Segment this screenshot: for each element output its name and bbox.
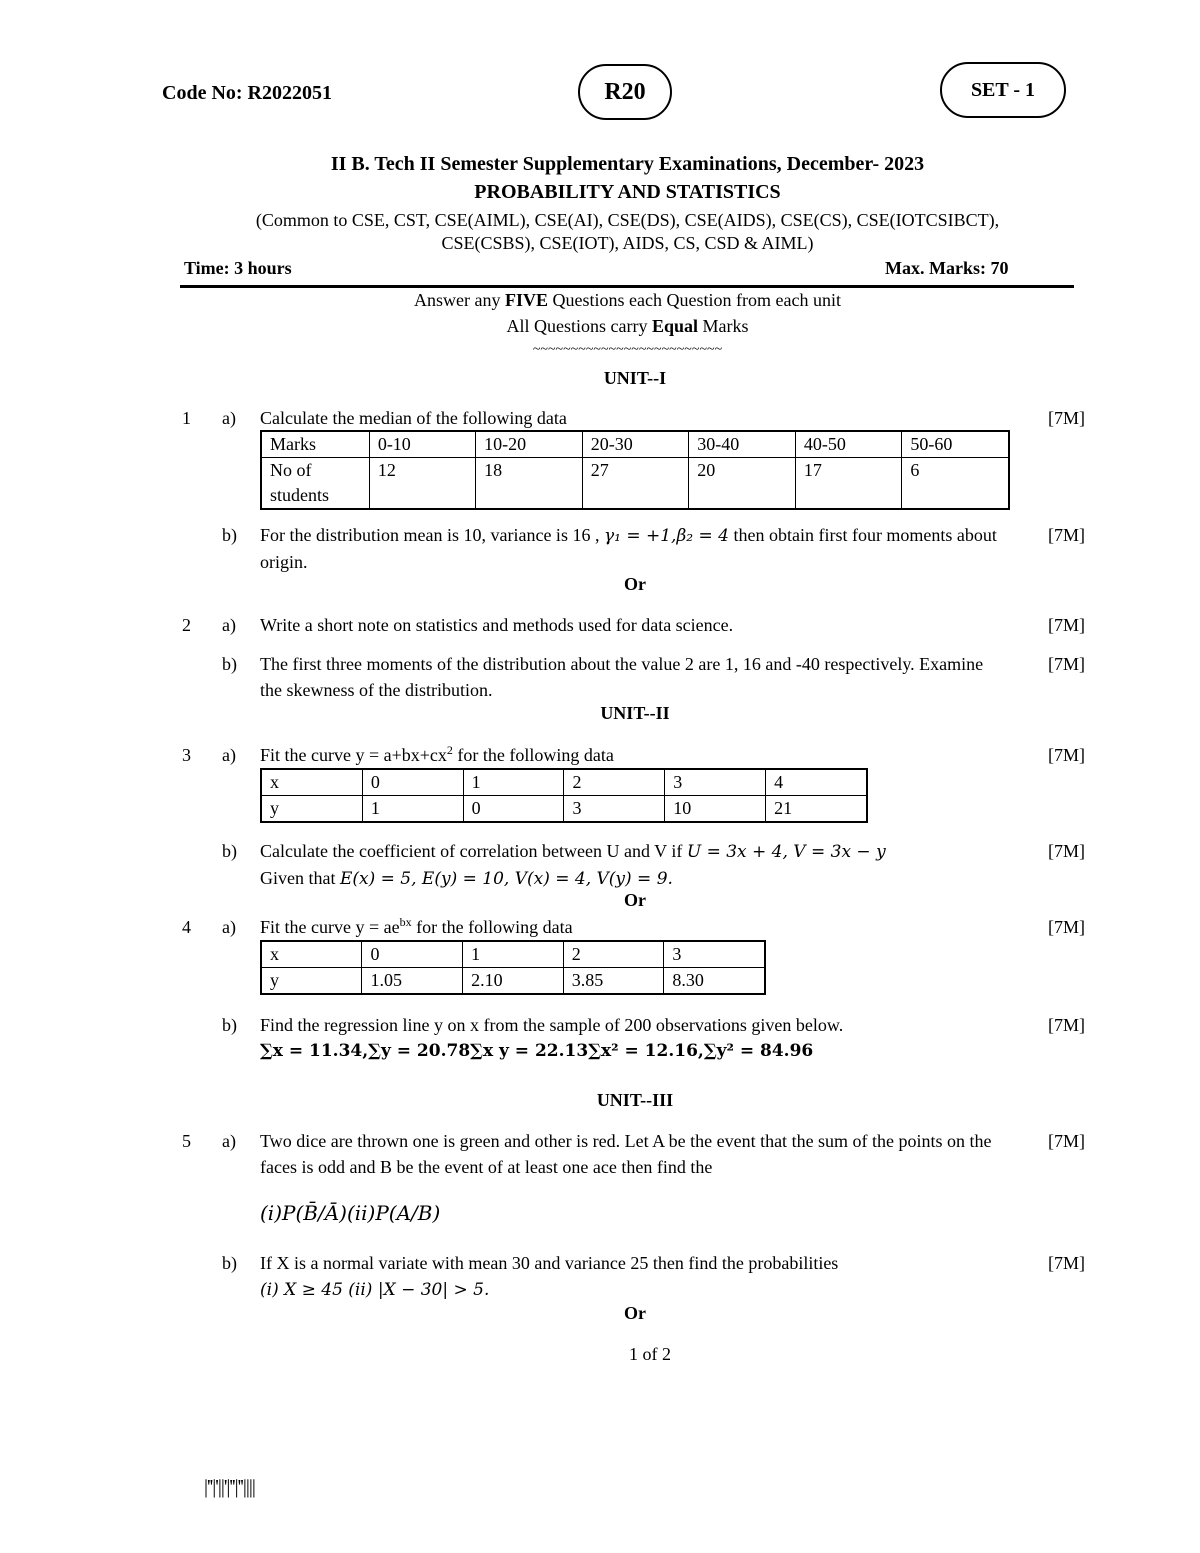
question-text: Fit the curve $y = a+bx+cx^2$ for the following data bbox=[260, 743, 614, 765]
table-row bbox=[261, 796, 867, 823]
question-text: Find the regression line y on x from the sample of 200 observations given below. bbox=[260, 1015, 844, 1035]
question-number: 5 bbox=[182, 1131, 191, 1151]
regulation-badge: R20 bbox=[578, 64, 672, 120]
question-number: 3 bbox=[182, 745, 191, 765]
sub-label: a) bbox=[222, 917, 236, 937]
sub-label: b) bbox=[222, 841, 237, 861]
table-cell: 0 bbox=[362, 941, 463, 968]
table-cell: 3 bbox=[665, 769, 766, 796]
time-label: Time: 3 hours bbox=[184, 258, 292, 278]
marks-label: [7M] bbox=[1048, 917, 1085, 937]
marks-label: [7M] bbox=[1048, 408, 1085, 428]
unit-1-heading: UNIT--I bbox=[603, 368, 667, 388]
question-text: Write a short note on statistics and methods used for data science. bbox=[260, 615, 734, 635]
table-cell: 0 bbox=[362, 769, 463, 796]
table-cell: x bbox=[261, 941, 362, 968]
table-cell: 1 bbox=[362, 796, 463, 823]
table-cell: 50-60 bbox=[902, 431, 1009, 458]
table-cell: 3.85 bbox=[563, 968, 664, 995]
table-cell: 2 bbox=[564, 769, 665, 796]
code-number: Code No: R2022051 bbox=[162, 82, 332, 104]
question-text: Two dice are thrown one is green and other is red. Let A be the event that the sum of the points on the faces is odd and B be the event of at least one ace then find the bbox=[260, 1131, 992, 1177]
sub-label: a) bbox=[222, 1131, 236, 1151]
max-marks-label: Max. Marks: 70 bbox=[885, 258, 1009, 278]
set-badge: SET - 1 bbox=[940, 62, 1066, 118]
table-cell: 40-50 bbox=[795, 431, 902, 458]
median-data-table bbox=[260, 430, 1010, 510]
common-line-1: (Common to CSE, CST, CSE(AIML), CSE(AI), CSE(DS), CSE(AIDS), CSE(CS), CSE(IOTCSIBCT), bbox=[255, 210, 1000, 230]
question-text: The first three moments of the distribution about the value 2 are 1, 16 and -40 respectively. Examine the skewness of the distribution. bbox=[260, 654, 984, 700]
table-cell: y bbox=[261, 968, 362, 995]
tilde-divider: ~~~~~~~~~~~~~~~~~~~~~~~~~ bbox=[532, 342, 723, 357]
question-text: For the distribution mean is 10, variance is 16 , γ₁ = +1,β₂ = 4 then obtain first four moments about origin. bbox=[260, 525, 997, 572]
table-cell: 0 bbox=[463, 796, 564, 823]
exam-title: II B. Tech II Semester Supplementary Examinations, December- 2023 bbox=[330, 153, 925, 175]
unit-3-heading: UNIT--III bbox=[596, 1090, 674, 1110]
instruction-line-1: Answer any FIVE Questions each Question from each unit bbox=[414, 290, 841, 310]
sub-label: a) bbox=[222, 615, 236, 635]
table-cell: 1 bbox=[463, 941, 564, 968]
instruction-line-2: All Questions carry Equal Marks bbox=[506, 316, 749, 336]
table-row bbox=[261, 968, 765, 995]
question-text: Calculate the coefficient of correlation between U and V if U = 3x + 4, V = 3x − y Given that E(x) = 5, E(y) = 10, V(x) = 4, V(y) = 9. bbox=[260, 841, 886, 889]
marks-label: [7M] bbox=[1048, 654, 1085, 674]
marks-label: [7M] bbox=[1048, 1015, 1085, 1035]
subject-title: PROBABILITY AND STATISTICS bbox=[474, 181, 781, 203]
page-number: 1 of 2 bbox=[629, 1344, 671, 1364]
marks-label: [7M] bbox=[1048, 1131, 1085, 1151]
table-cell: 10 bbox=[665, 796, 766, 823]
table-cell: 17 bbox=[795, 458, 902, 510]
marks-label: [7M] bbox=[1048, 615, 1085, 635]
table-row bbox=[261, 769, 867, 796]
table-cell: 27 bbox=[582, 458, 689, 510]
question-text: If X is a normal variate with mean 30 and variance 25 then find the probabilities (i) X ≥ 45 (ii) |X − 30| > 5. bbox=[260, 1253, 839, 1300]
table-cell: 3 bbox=[564, 796, 665, 823]
sub-label: b) bbox=[222, 1253, 237, 1273]
probability-expression: (i)P(B̄/Ā)(ii)P(A/B) bbox=[260, 1201, 441, 1225]
table-cell: 2.10 bbox=[463, 968, 564, 995]
quadratic-fit-table bbox=[260, 768, 868, 823]
sub-label: b) bbox=[222, 1015, 237, 1035]
common-line-2: CSE(CSBS), CSE(IOT), AIDS, CS, CSD & AIML) bbox=[441, 233, 814, 253]
table-cell: 2 bbox=[563, 941, 664, 968]
table-cell: 0-10 bbox=[369, 431, 475, 458]
exponential-fit-table bbox=[260, 940, 766, 995]
sub-label: b) bbox=[222, 654, 237, 674]
unit-2-heading: UNIT--II bbox=[600, 703, 670, 723]
question-text: Calculate the median of the following data bbox=[260, 408, 567, 428]
table-cell: 3 bbox=[664, 941, 765, 968]
question-number: 1 bbox=[182, 408, 191, 428]
or-separator: Or bbox=[624, 1303, 646, 1323]
table-cell: Marks bbox=[261, 431, 369, 458]
table-cell: 21 bbox=[766, 796, 867, 823]
or-separator: Or bbox=[624, 890, 646, 910]
or-separator: Or bbox=[624, 574, 646, 594]
question-text: Fit the curve $y = ae^{bx}$ for the following data bbox=[260, 915, 573, 937]
table-cell: 30-40 bbox=[689, 431, 796, 458]
table-cell: 18 bbox=[476, 458, 583, 510]
table-cell: 20 bbox=[689, 458, 796, 510]
table-cell: 1.05 bbox=[362, 968, 463, 995]
sub-label: a) bbox=[222, 408, 236, 428]
table-cell: 10-20 bbox=[476, 431, 583, 458]
summation-values: ∑x = 11.34,∑y = 20.78∑x y = 22.13∑x² = 12.16,∑y² = 84.96 bbox=[260, 1041, 814, 1061]
table-cell: 8.30 bbox=[664, 968, 765, 995]
table-row bbox=[261, 458, 1009, 510]
table-row bbox=[261, 941, 765, 968]
question-number: 4 bbox=[182, 917, 191, 937]
header-rule bbox=[180, 285, 1074, 288]
table-row bbox=[261, 431, 1009, 458]
table-cell: y bbox=[261, 796, 362, 823]
barcode-marks: |''|'||'|''|''|||| bbox=[204, 1476, 255, 1498]
question-number: 2 bbox=[182, 615, 191, 635]
sub-label: a) bbox=[222, 745, 236, 765]
table-cell: 6 bbox=[902, 458, 1009, 510]
sub-label: b) bbox=[222, 525, 237, 545]
table-cell: x bbox=[261, 769, 362, 796]
marks-label: [7M] bbox=[1048, 1253, 1085, 1273]
table-cell: No of students bbox=[261, 458, 369, 510]
marks-label: [7M] bbox=[1048, 525, 1085, 545]
table-cell: 4 bbox=[766, 769, 867, 796]
table-cell: 12 bbox=[369, 458, 475, 510]
table-cell: 20-30 bbox=[582, 431, 689, 458]
table-cell: 1 bbox=[463, 769, 564, 796]
marks-label: [7M] bbox=[1048, 745, 1085, 765]
marks-label: [7M] bbox=[1048, 841, 1085, 861]
